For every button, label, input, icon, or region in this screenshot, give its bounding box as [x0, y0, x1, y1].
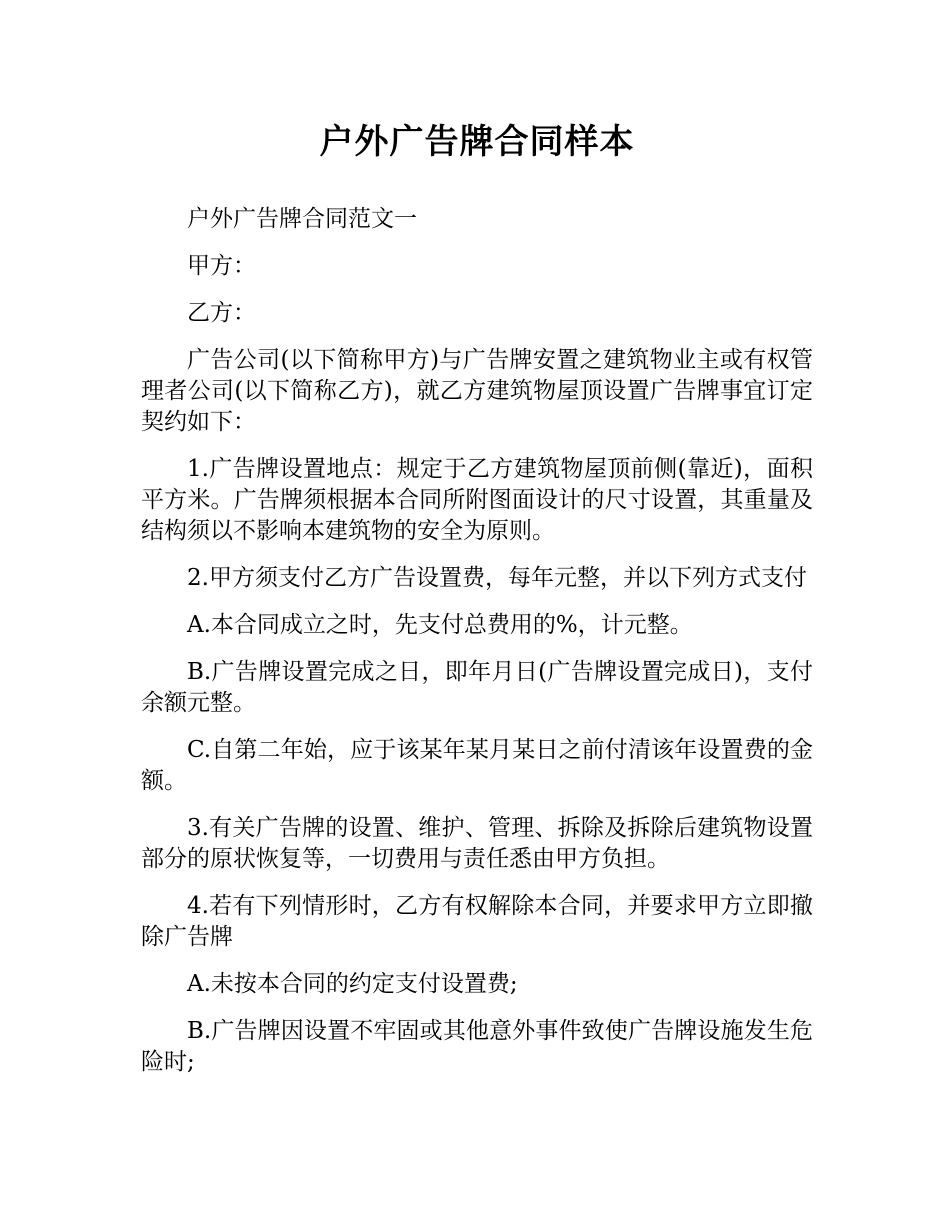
paragraph-contract-heading: 户外广告牌合同范文一: [187, 206, 417, 232]
paragraph-clause-3: 3.有关广告牌的设置、维护、管理、拆除及拆除后建筑物设置部分的原状恢复等，一切费用与责任悉由甲方负担。: [141, 815, 813, 872]
paragraph-clause-2c: C.自第二年始，应于该某年某月某日之前付清该年设置费的金额。: [141, 737, 813, 794]
paragraph-party-a: 甲方：: [187, 253, 256, 279]
paragraph-clause-4: 4.若有下列情形时，乙方有权解除本合同，并要求甲方立即撤除广告牌: [141, 893, 813, 950]
paragraph-clause-4a: A.未按本合同的约定支付设置费;: [187, 971, 518, 997]
paragraph-clause-2: 2.甲方须支付乙方广告设置费，每年元整，并以下列方式支付: [187, 565, 807, 591]
paragraph-clause-2a: A.本合同成立之时，先支付总费用的%，计元整。: [187, 612, 693, 638]
document-body: [141, 118, 813, 1094]
paragraph-clause-1: 1.广告牌设置地点：规定于乙方建筑物屋顶前侧(靠近)，面积平方米。广告牌须根据本合同所附图面设计的尺寸设置，其重量及结构须以不影响本建筑物的安全为原则。: [141, 456, 813, 544]
paragraph-clause-2b: B.广告牌设置完成之日，即年月日(广告牌设置完成日)，支付余额元整。: [141, 659, 813, 716]
document-title: 户外广告牌合同样本: [319, 122, 635, 162]
paragraph-party-b: 乙方：: [187, 300, 256, 326]
paragraph-preamble: 广告公司(以下简称甲方)与广告牌安置之建筑物业主或有权管理者公司(以下简称乙方)，就乙方建筑物屋顶设置广告牌事宜订定契约如下：: [141, 347, 813, 435]
paragraph-clause-4b: B.广告牌因设置不牢固或其他意外事件致使广告牌设施发生危险时;: [141, 1018, 813, 1075]
